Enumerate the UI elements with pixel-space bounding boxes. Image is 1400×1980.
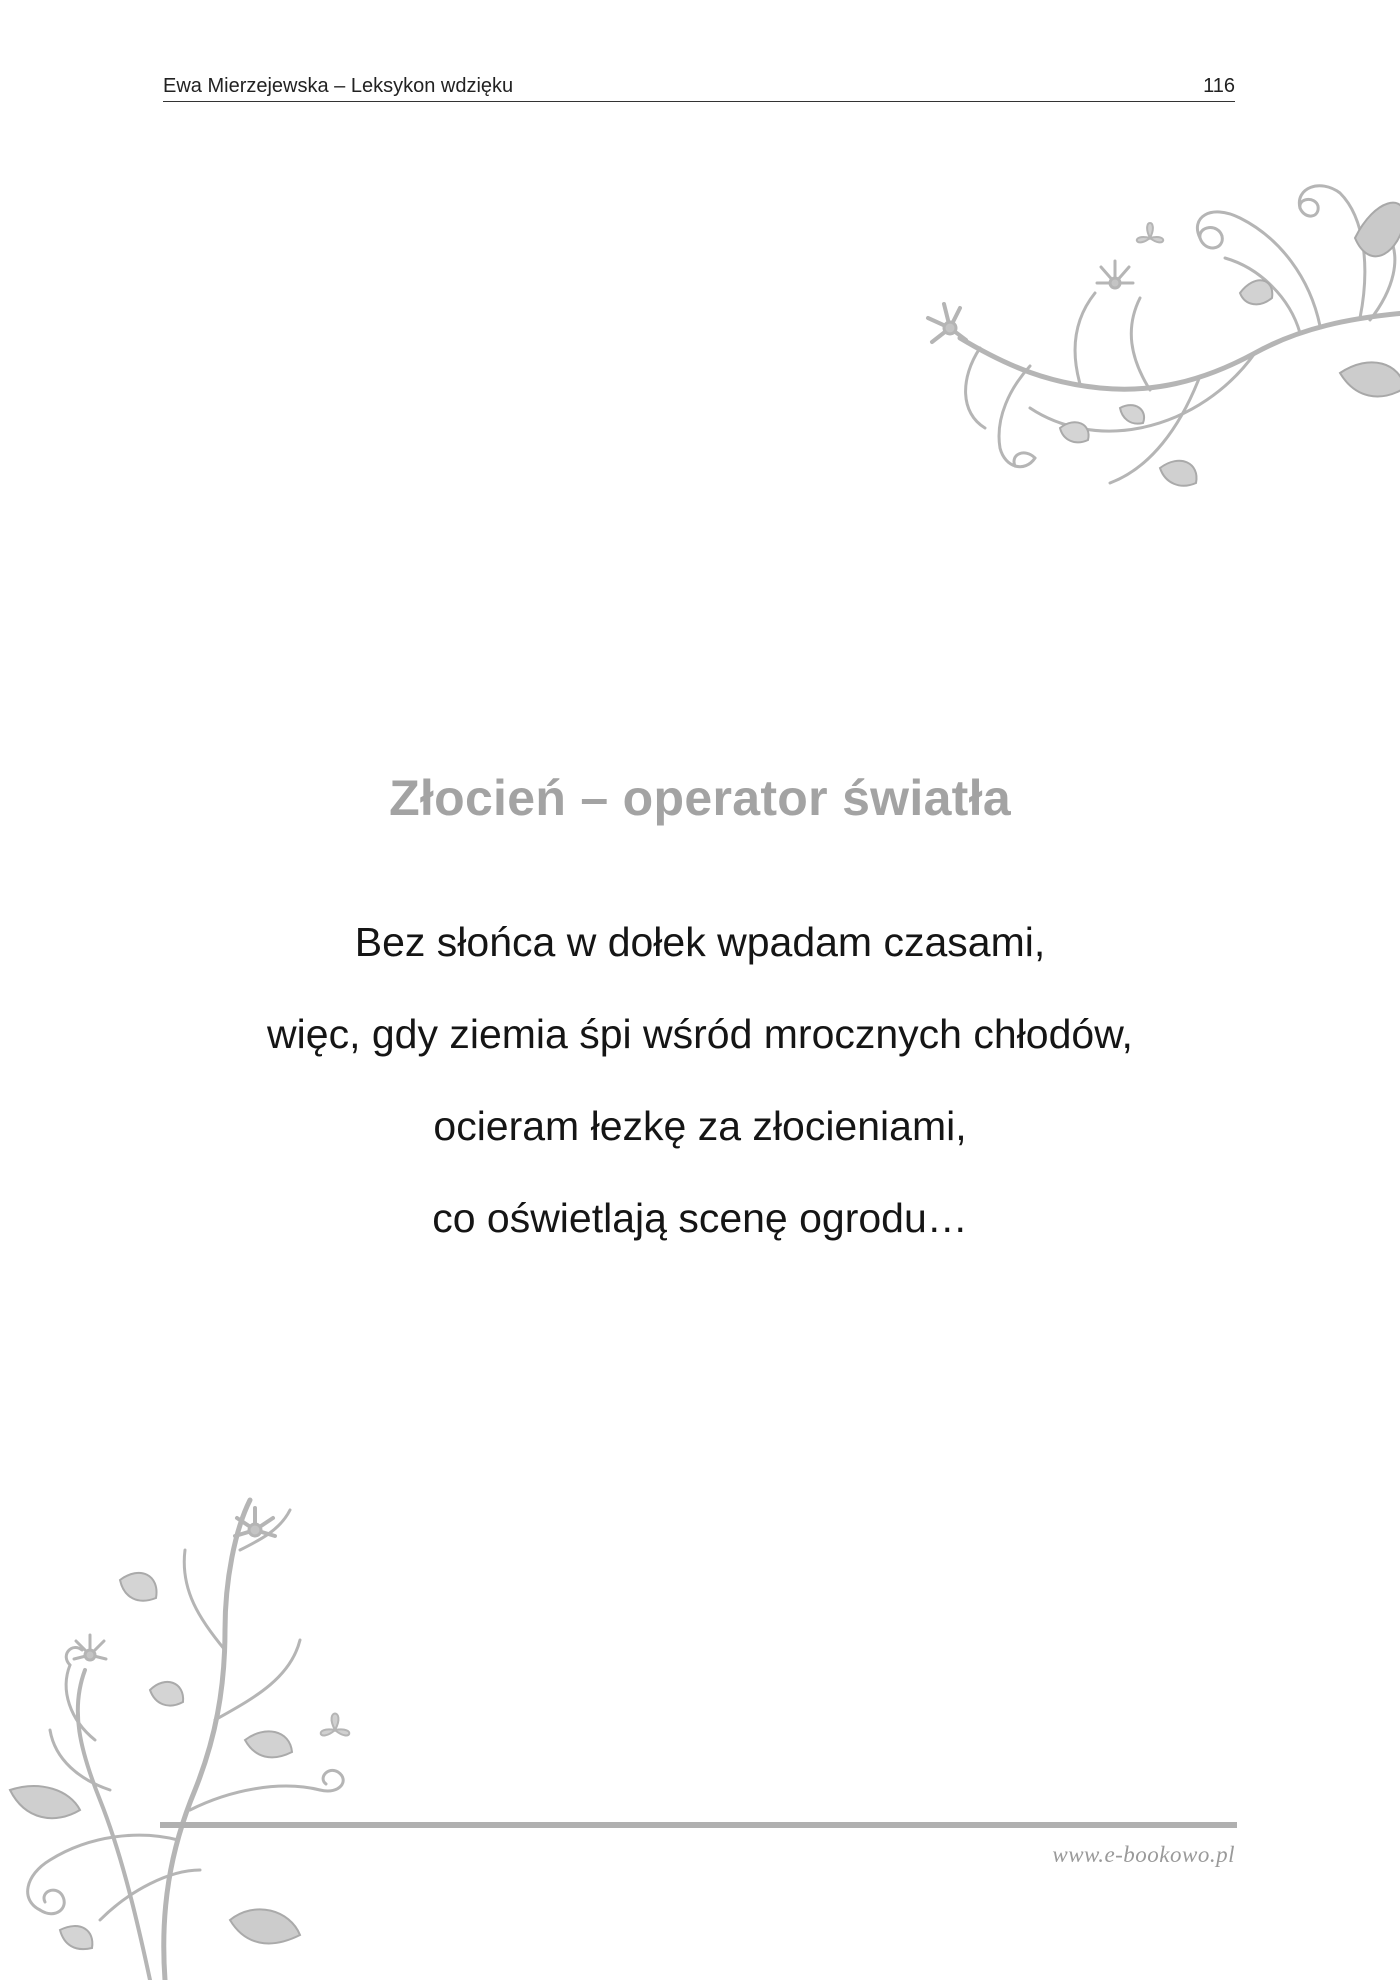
running-title: Ewa Mierzejewska – Leksykon wdzięku xyxy=(163,75,514,97)
poem-line: ocieram łezkę za złocieniami, xyxy=(433,1103,967,1149)
page-number: 116 xyxy=(1203,75,1235,97)
running-header xyxy=(163,66,1235,102)
floral-ornament-top xyxy=(900,178,1400,508)
poem-line: Bez słońca w dołek wpadam czasami, xyxy=(354,919,1046,965)
poem-title: Złocień – operator światła xyxy=(389,769,1011,826)
poem-line: więc, gdy ziemia śpi wśród mrocznych chłodów, xyxy=(267,1011,1133,1057)
footer-rule xyxy=(160,1822,1237,1828)
floral-ornament-bottom xyxy=(0,1490,400,1980)
footer-url[interactable]: www.e-bookowo.pl xyxy=(1052,1842,1235,1867)
poem-body xyxy=(0,910,1400,1278)
poem-line: co oświetlają scenę ogrodu… xyxy=(432,1195,968,1241)
